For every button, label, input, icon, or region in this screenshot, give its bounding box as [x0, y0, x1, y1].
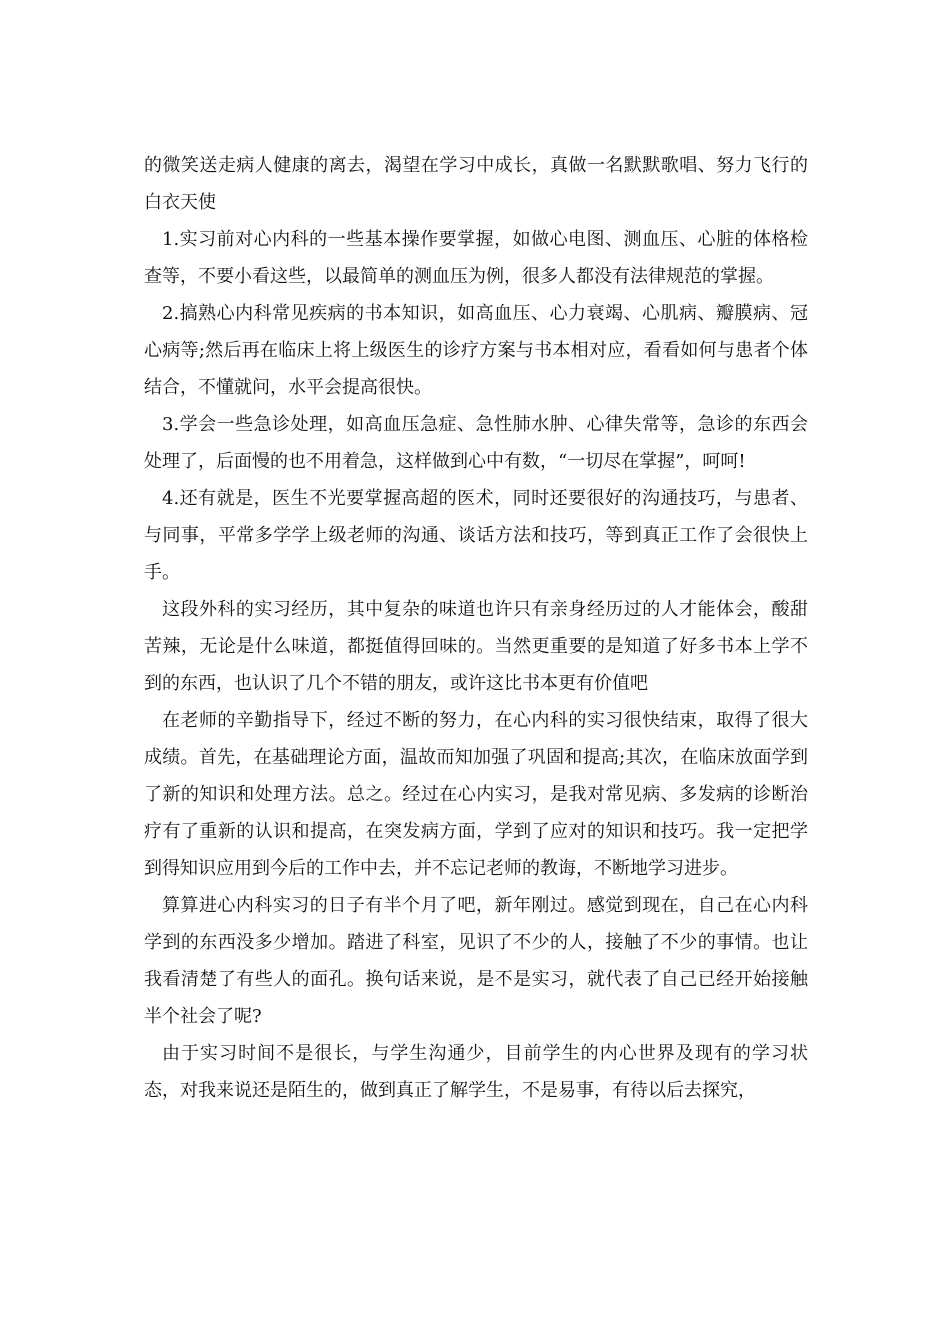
paragraph-half-month: 算算进心内科实习的日子有半个月了吧，新年刚过。感觉到现在，自己在心内科学到的东西没多少增加。踏进了科室，见识了不少的人，接触了不少的事情。也让我看清楚了有些人的面孔。换句话来说，是不是实习，就代表了自己已经开始接触半个社会了呢?: [144, 895, 808, 1027]
paragraph-continuation: 的微笑送走病人健康的离去，渴望在学习中成长，真做一名默默歌唱、努力飞行的白衣天使: [144, 155, 808, 213]
paragraph-item-2: 2.搞熟心内科常见疾病的书本知识，如高血压、心力衰竭、心肌病、瓣膜病、冠心病等;然后再在临床上将上级医生的诊疗方案与书本相对应，看看如何与患者个体结合，不懂就问，水平会提高很快。: [144, 303, 808, 398]
paragraph-item-4: 4.还有就是，医生不光要掌握高超的医术，同时还要很好的沟通技巧，与患者、与同事，平常多学学上级老师的沟通、谈话方法和技巧，等到真正工作了会很快上手。: [144, 488, 808, 583]
paragraph-item-1: 1.实习前对心内科的一些基本操作要掌握，如做心电图、测血压、心脏的体格检查等，不要小看这些，以最简单的测血压为例，很多人都没有法律规范的掌握。: [144, 229, 808, 287]
document-page: [144, 147, 808, 1109]
paragraph-teacher-guidance: 在老师的辛勤指导下，经过不断的努力，在心内科的实习很快结束，取得了很大成绩。首先，在基础理论方面，温故而知加强了巩固和提高;其次，在临床放面学到了新的知识和处理方法。总之。经过在心内实习，是我对常见病、多发病的诊断治疗有了重新的认识和提高，在突发病方面，学到了应对的知识和技巧。我一定把学到得知识应用到今后的工作中去，并不忘记老师的教诲，不断地学习进步。: [144, 710, 808, 879]
paragraph-internship-time: 由于实习时间不是很长，与学生沟通少，目前学生的内心世界及现有的学习状态，对我来说还是陌生的，做到真正了解学生，不是易事，有待以后去探究，: [144, 1043, 808, 1101]
paragraph-surgery-experience: 这段外科的实习经历，其中复杂的味道也许只有亲身经历过的人才能体会，酸甜苦辣，无论是什么味道，都挺值得回味的。当然更重要的是知道了好多书本上学不到的东西，也认识了几个不错的朋友，或许这比书本更有价值吧: [144, 599, 808, 694]
paragraph-item-3: 3.学会一些急诊处理，如高血压急症、急性肺水肿、心律失常等，急诊的东西会处理了，后面慢的也不用着急，这样做到心中有数，“一切尽在掌握”，呵呵!: [144, 414, 808, 472]
